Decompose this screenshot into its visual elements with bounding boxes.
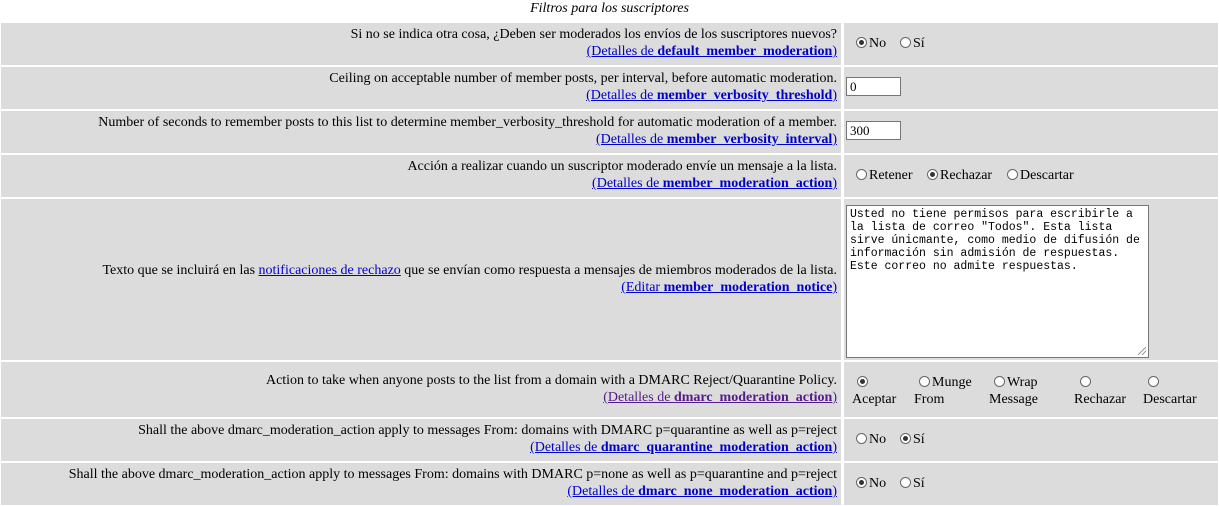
details-link-member-moderation-action[interactable]: [592, 176, 837, 191]
setting-row-dmarc-quarantine-moderation-action: [1, 419, 1218, 461]
link-suffix: ): [832, 390, 837, 405]
link-variable: dmarc_quarantine_moderation_action: [600, 440, 833, 455]
link-suffix: ): [832, 132, 837, 147]
radio-label: Rechazar: [940, 168, 993, 183]
setting-question: Action to take when anyone posts to the list from a domain with a DMARC Reject/Quarantine Policy.: [265, 373, 837, 388]
link-suffix: ): [832, 280, 837, 295]
radio-button[interactable]: [900, 37, 911, 48]
link-variable: dmarc_moderation_action: [673, 390, 833, 405]
radio-option-descartar[interactable]: [1143, 374, 1197, 408]
radio-label: No: [869, 432, 887, 447]
link-prefix: (Detalles de: [592, 176, 663, 191]
setting-row-member-verbosity-interval: [1, 111, 1218, 153]
radio-button[interactable]: [1080, 376, 1091, 387]
setting-question: Acción a realizar cuando un suscriptor moderado envíe un mensaje a la lista.: [407, 159, 837, 174]
radio-label: Sí: [913, 36, 925, 51]
radio-label: Rechazar: [1074, 392, 1127, 407]
radio-label: Descartar: [1020, 168, 1074, 183]
radio-button[interactable]: [900, 433, 911, 444]
link-suffix: ): [832, 176, 837, 191]
link-variable: member_verbosity_interval: [666, 132, 833, 147]
radio-button[interactable]: [856, 477, 867, 488]
link-suffix: ): [832, 88, 837, 103]
setting-description: [1, 463, 841, 505]
setting-row-dmarc-moderation-action: [1, 362, 1218, 417]
setting-control: [844, 419, 1218, 461]
rejection-notifications-link[interactable]: notificaciones de rechazo: [258, 263, 401, 278]
details-link-dmarc-none-moderation-action[interactable]: [567, 484, 837, 499]
setting-row-default-member-moderation: [1, 23, 1218, 65]
details-link-dmarc-moderation-action[interactable]: [603, 390, 837, 405]
radio-option-rechazar[interactable]: [1074, 374, 1126, 408]
link-prefix: (Detalles de: [586, 88, 657, 103]
details-link-default-member-moderation[interactable]: [587, 44, 837, 59]
link-prefix: (Detalles de: [595, 132, 667, 147]
link-variable: member_moderation_action: [662, 176, 833, 191]
radio-option-no[interactable]: [856, 475, 886, 492]
radio-button[interactable]: [994, 376, 1005, 387]
link-suffix: ): [832, 440, 837, 455]
setting-control: [844, 23, 1218, 65]
setting-question: Ceiling on acceptable number of member posts, per interval, before automatic moderation.: [329, 71, 837, 86]
setting-row-dmarc-none-moderation-action: [1, 463, 1218, 505]
radio-label: Sí: [913, 432, 925, 447]
section-title: Filtros para los suscriptores: [530, 1, 689, 16]
radio-label: Wrap: [1007, 375, 1038, 390]
radio-button[interactable]: [927, 169, 938, 180]
link-prefix: (Detalles de: [567, 484, 639, 499]
radio-button[interactable]: [1007, 169, 1018, 180]
radio-label: Sí: [913, 476, 925, 491]
radio-label: From: [914, 392, 945, 407]
radio-button[interactable]: [856, 433, 867, 444]
question-text: que se envían como respuesta a mensajes de miembros moderados de la lista.: [400, 263, 837, 278]
setting-row-member-moderation-notice: [1, 199, 1218, 360]
link-variable: default_member_moderation: [657, 44, 833, 59]
link-variable: member_verbosity_threshold: [656, 88, 833, 103]
setting-control: [844, 199, 1218, 360]
details-link-member-verbosity-threshold[interactable]: [586, 88, 837, 103]
moderation-notice-textarea[interactable]: [846, 205, 1149, 358]
radio-label: No: [869, 476, 887, 491]
link-variable: dmarc_none_moderation_action: [638, 484, 833, 499]
radio-label: Retener: [869, 168, 913, 183]
link-suffix: ): [832, 44, 837, 59]
verbosity-interval-input[interactable]: 300: [846, 121, 901, 140]
radio-button[interactable]: [900, 477, 911, 488]
setting-description: [1, 199, 841, 360]
link-prefix: (Detalles de: [530, 440, 601, 455]
resize-grip-icon[interactable]: [1138, 347, 1146, 355]
radio-option-wrap-message[interactable]: [989, 374, 1038, 408]
radio-option-no[interactable]: [856, 35, 886, 52]
radio-option-si[interactable]: [900, 431, 925, 448]
setting-control: [844, 67, 1218, 109]
link-variable: member_moderation_notice: [663, 280, 833, 295]
setting-control: [844, 111, 1218, 153]
radio-option-si[interactable]: [900, 35, 925, 52]
textarea-content: Usted no tiene permisos para escribirle a la lista de correo "Todos". Esta lista sirve únicmante, como medio de difusión de información sin admisión de respuestas. Este correo no admite respuestas.: [850, 208, 1147, 273]
setting-question: [5, 262, 837, 279]
setting-question: Shall the above dmarc_moderation_action apply to messages From: domains with DMARC p=quarantine as well as p=reject: [138, 423, 837, 438]
link-prefix: (Detalles de: [586, 44, 658, 59]
setting-question: Number of seconds to remember posts to this list to determine member_verbosity_threshold for automatic moderation of a member.: [98, 115, 837, 130]
radio-button[interactable]: [919, 376, 930, 387]
verbosity-threshold-input[interactable]: 0: [846, 77, 901, 96]
setting-question: Si no se indica otra cosa, ¿Deben ser moderados los envíos de los suscriptores nuevos?: [350, 27, 837, 42]
setting-description: [1, 155, 841, 197]
details-link-member-verbosity-interval[interactable]: [596, 132, 837, 147]
radio-button[interactable]: [856, 37, 867, 48]
link-prefix: (Detalles de: [603, 390, 674, 405]
setting-row-member-moderation-action: [1, 155, 1218, 197]
radio-option-retener[interactable]: [856, 167, 913, 184]
question-text: Texto que se incluirá en las: [102, 263, 259, 278]
setting-question: Shall the above dmarc_moderation_action apply to messages From: domains with DMARC p=none as well as p=quarantine and p=reject: [68, 467, 837, 482]
link-prefix: (Editar: [621, 280, 664, 295]
setting-description: [1, 362, 841, 417]
setting-description: [1, 67, 841, 109]
radio-option-descartar[interactable]: [1007, 167, 1074, 184]
setting-control: [844, 155, 1218, 197]
setting-control: [844, 463, 1218, 505]
radio-option-aceptar[interactable]: [852, 374, 896, 408]
radio-label: No: [869, 36, 887, 51]
radio-label: Aceptar: [852, 392, 897, 407]
edit-link-member-moderation-notice[interactable]: [621, 280, 837, 295]
setting-description: [1, 23, 841, 65]
radio-label: Munge: [932, 375, 972, 390]
radio-button[interactable]: [1148, 376, 1159, 387]
radio-option-munge-from[interactable]: [914, 374, 972, 408]
radio-option-no[interactable]: [856, 431, 886, 448]
setting-description: [1, 419, 841, 461]
radio-button[interactable]: [857, 376, 868, 387]
radio-option-si[interactable]: [900, 475, 925, 492]
details-link-dmarc-quarantine-moderation-action[interactable]: [530, 440, 837, 455]
radio-option-rechazar[interactable]: [927, 167, 992, 184]
setting-row-member-verbosity-threshold: [1, 67, 1218, 109]
radio-label: Message: [989, 392, 1038, 407]
radio-button[interactable]: [856, 169, 867, 180]
setting-description: [1, 111, 841, 153]
setting-control: [844, 362, 1218, 417]
radio-label: Descartar: [1143, 392, 1197, 407]
link-suffix: ): [832, 484, 837, 499]
